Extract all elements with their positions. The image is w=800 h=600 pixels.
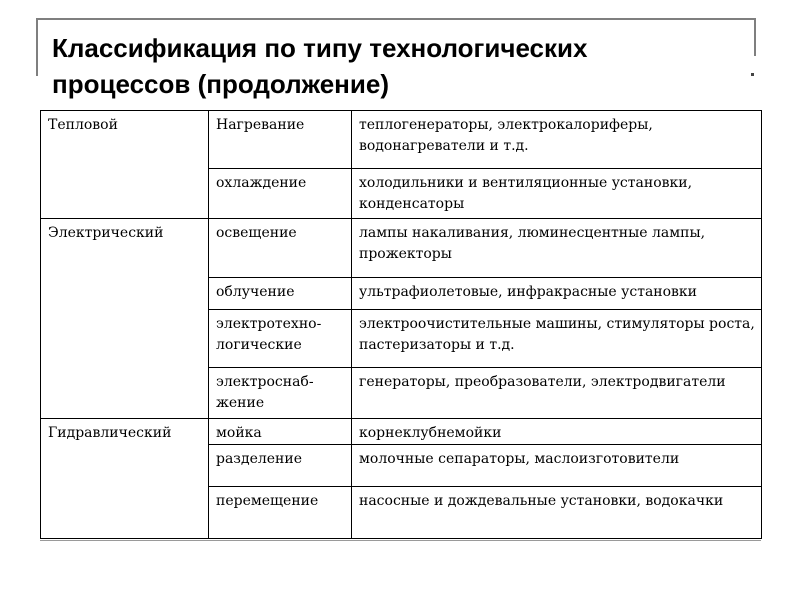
- title-frame-left-line: [36, 18, 38, 76]
- title-line-2: процессов (продолжение): [52, 69, 389, 99]
- equipment-cell: холодильники и вентиляционные установки, конденсаторы: [352, 169, 762, 219]
- equipment-cell: лампы накаливания, люминесцентные лампы, прожекторы: [352, 219, 762, 278]
- process-cell: мойка: [209, 419, 352, 445]
- table-row: [41, 111, 762, 169]
- equipment-cell: ультрафиолетовые, инфракрасные установки: [352, 278, 762, 310]
- decorative-dot: [751, 73, 754, 76]
- bottom-rule: [40, 540, 761, 541]
- process-cell: электроснаб-жение: [209, 368, 352, 419]
- title-frame-right-line: [754, 18, 756, 56]
- table-row: [41, 419, 762, 445]
- process-cell: перемещение: [209, 487, 352, 539]
- equipment-cell: теплогенераторы, электрокалориферы, водонагреватели и т.д.: [352, 111, 762, 169]
- table-row: [41, 219, 762, 278]
- title-line-1: Классификация по типу технологических: [52, 33, 588, 63]
- process-cell: электротехно-логические: [209, 310, 352, 368]
- process-cell: облучение: [209, 278, 352, 310]
- equipment-cell: насосные и дождевальные установки, водокачки: [352, 487, 762, 539]
- type-cell-thermal: Тепловой: [41, 111, 209, 219]
- process-cell: разделение: [209, 445, 352, 487]
- equipment-cell: электроочистительные машины, стимуляторы роста, пастеризаторы и т.д.: [352, 310, 762, 368]
- equipment-cell: корнеклубнемойки: [352, 419, 762, 445]
- equipment-cell: молочные сепараторы, маслоизготовители: [352, 445, 762, 487]
- classification-table: [40, 110, 762, 539]
- equipment-cell: генераторы, преобразователи, электродвигатели: [352, 368, 762, 419]
- type-cell-hydraulic: Гидравлический: [41, 419, 209, 539]
- process-cell: освещение: [209, 219, 352, 278]
- title-frame-top-line: [36, 18, 756, 20]
- type-cell-electric: Электрический: [41, 219, 209, 419]
- process-cell: охлаждение: [209, 169, 352, 219]
- process-cell: Нагревание: [209, 111, 352, 169]
- slide-title: [52, 30, 742, 102]
